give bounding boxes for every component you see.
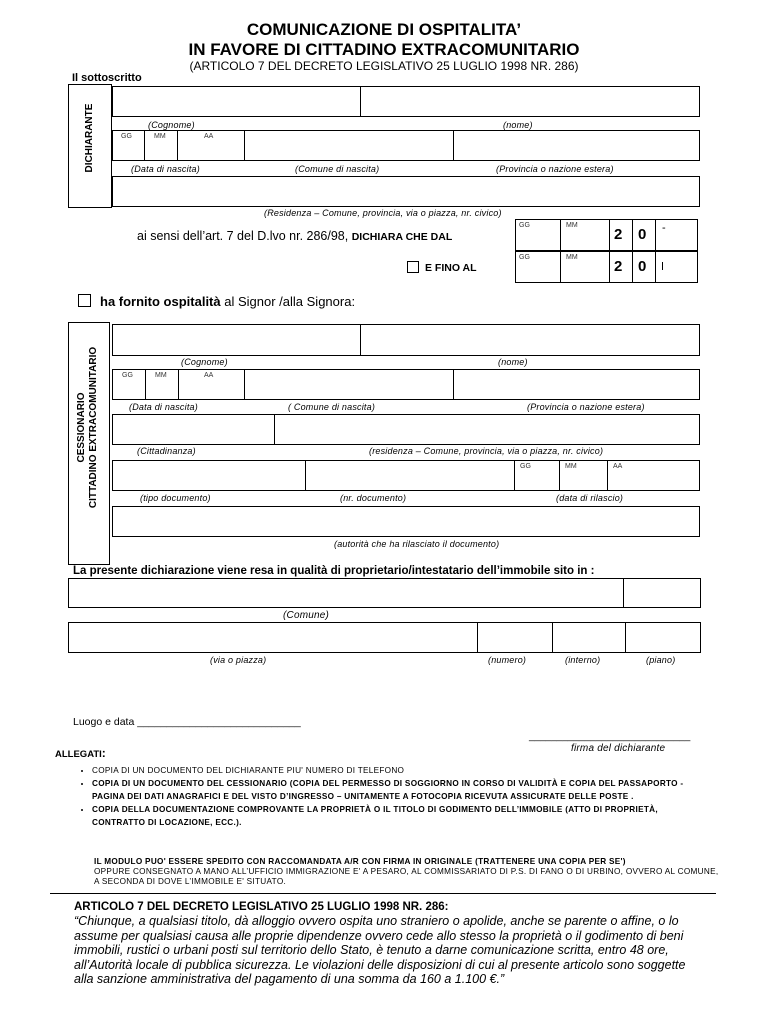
divider	[477, 622, 478, 653]
tick-mark	[662, 262, 663, 270]
divider	[305, 460, 306, 491]
allegati-item: • COPIA DELLA DOCUMENTAZIONE COMPROVANTE LA PROPRIETÀ O IL TITOLO DI GODIMENTO DELL’IMMOBILE (ATTO DI PROPRIETÀ, CONTRATTO DI LOCAZIONE, ECC.).	[92, 803, 702, 829]
year-digit: 2	[614, 258, 623, 275]
ospitalita-label: ha fornito ospitalità al Signor /alla Signora:	[100, 294, 356, 309]
form-subtitle: (ARTICOLO 7 DEL DECRETO LEGISLATIVO 25 LUGLIO 1998 NR. 286)	[189, 59, 579, 73]
caption-nr-documento: (nr. documento)	[340, 493, 407, 503]
gg-hint: GG	[519, 254, 530, 261]
section-divider	[50, 893, 716, 894]
form-title-line1: COMUNICAZIONE DI OSPITALITA’	[246, 20, 522, 39]
divider	[453, 130, 454, 161]
divider	[623, 578, 624, 608]
caption-via: (via o piazza)	[210, 655, 267, 665]
documento-field[interactable]	[112, 460, 700, 491]
data-dal-field[interactable]	[515, 219, 698, 251]
divider	[632, 219, 633, 251]
dichiarante-side-label: DICHIARANTE	[84, 103, 95, 173]
cessionario-nascita-field[interactable]	[112, 369, 700, 400]
firma-label: firma del dichiarante	[571, 743, 666, 754]
divider	[560, 219, 561, 251]
mm-hint: MM	[566, 222, 578, 229]
caption-comune: (Comune)	[283, 610, 330, 621]
aa-hint: AA	[204, 372, 214, 379]
cognome-nome-field[interactable]	[112, 86, 700, 117]
year-digit: 0	[638, 226, 647, 243]
caption-data-nascita: (Data di nascita)	[131, 164, 200, 174]
caption-tipo-documento: (tipo documento)	[140, 493, 211, 503]
divider	[632, 251, 633, 283]
divider	[360, 86, 361, 117]
caption-nome: (nome)	[498, 357, 528, 367]
form-title-line2: IN FAVORE DI CITTADINO EXTRACOMUNITARIO	[188, 40, 580, 59]
mm-hint: MM	[566, 254, 578, 261]
allegati-title: ALLEGATI:	[55, 746, 106, 760]
indirizzo-immobile-field[interactable]	[68, 622, 701, 653]
fino-al-label: E FINO AL	[425, 262, 477, 274]
nascita-field[interactable]	[112, 130, 700, 161]
ospitalita-checkbox[interactable]	[78, 294, 91, 307]
divider	[655, 251, 656, 283]
legge-text: “Chiunque, a qualsiasi titolo, dà alloggio ovvero ospita uno straniero o apolide, anche se parente o affine, o lo assume per qualsiasi causa alle proprie dipendenze ovvero cede allo stesso la proprietà o il godimento di beni immobili, rustici o urbani posti sul territorio dello Stato, è tenuto a darne comunicazione scritta, entro 48 ore, all’Autorità locale di pubblica sicurezza. Le violazioni delle disposizioni di cui al presente articolo sono soggette alla sanzione amministrativa del pagamento di una somma da 160 a 1.100 €.”	[74, 914, 686, 986]
caption-data-rilascio: (data di rilascio)	[556, 493, 624, 503]
divider	[609, 219, 610, 251]
caption-comune-nascita: ( Comune di nascita)	[288, 402, 376, 412]
divider	[144, 130, 145, 161]
caption-cognome: (Cognome)	[148, 120, 195, 130]
legge-heading: ARTICOLO 7 DEL DECRETO LEGISLATIVO 25 LUGLIO 1998 NR. 286:	[74, 901, 449, 913]
dash-mark: -	[662, 222, 666, 234]
caption-nome: (nome)	[503, 120, 533, 130]
divider	[453, 369, 454, 400]
caption-interno: (interno)	[565, 655, 601, 665]
fino-al-checkbox[interactable]	[407, 261, 419, 273]
note-consegna: OPPURE CONSEGNATO A MANO ALL’UFFICIO IMMIGRAZIONE E' A PESARO, AL COMMISSARIATO DI P.S. DI FANO O DI URBINO, OVVERO AL COMUNE, A SECONDA DI DOVE L’IMMOBILE E' SITUATO.	[94, 867, 719, 886]
cessionario-side-label: CESSIONARIO CITTADINO EXTRACOMUNITARIO	[76, 346, 99, 509]
data-al-field[interactable]	[515, 251, 698, 283]
mm-hint: MM	[154, 133, 166, 140]
divider	[514, 460, 515, 491]
gg-hint: GG	[520, 463, 531, 470]
caption-piano: (piano)	[646, 655, 676, 665]
comune-immobile-field[interactable]	[68, 578, 701, 608]
caption-provincia: (Provincia o nazione estera)	[527, 402, 645, 412]
divider	[244, 369, 245, 400]
cittadinanza-residenza-field[interactable]	[112, 414, 700, 445]
divider	[625, 622, 626, 653]
caption-numero: (numero)	[488, 655, 527, 665]
divider	[552, 622, 553, 653]
gg-hint: GG	[519, 222, 530, 229]
divider	[177, 130, 178, 161]
year-digit: 2	[614, 226, 623, 243]
divider	[145, 369, 146, 400]
cessionario-cognome-nome-field[interactable]	[112, 324, 700, 356]
divider	[178, 369, 179, 400]
aa-hint: AA	[613, 463, 623, 470]
immobile-heading: La presente dichiarazione viene resa in qualità di proprietario/intestatario dell’immobile sito in :	[73, 565, 595, 577]
note-spedizione: IL MODULO PUO' ESSERE SPEDITO CON RACCOMANDATA A/R CON FIRMA IN ORIGINALE (TRATTENERE UNA COPIA PER SE')	[94, 857, 626, 866]
caption-cognome: (Cognome)	[181, 357, 228, 367]
divider	[560, 251, 561, 283]
residenza-field[interactable]	[112, 176, 700, 207]
caption-residenza: (residenza – Comune, provincia, via o piazza, nr. civico)	[369, 446, 604, 456]
divider	[360, 324, 361, 356]
aa-hint: AA	[204, 133, 214, 140]
divider	[559, 460, 560, 491]
autorita-field[interactable]	[112, 506, 700, 537]
caption-autorita: (autorità che ha rilasciato il documento)	[334, 539, 500, 549]
divider	[655, 219, 656, 251]
gg-hint: GG	[122, 372, 133, 379]
allegati-item: • COPIA DI UN DOCUMENTO DEL CESSIONARIO (COPIA DEL PERMESSO DI SOGGIORNO IN CORSO DI VALIDITÀ E COPIA DEL PASSAPORTO - PAGINA DEI DATI ANAGRAFICI E DEL VISTO D’INGRESSO – UNITAMENTE A FOTOCOPIA RICEVUTA ASSICURATE DELLE POSTE .	[92, 777, 702, 803]
caption-provincia: (Provincia o nazione estera)	[496, 164, 614, 174]
gg-hint: GG	[121, 133, 132, 140]
divider	[609, 251, 610, 283]
luogo-data-line[interactable]: Luogo e data ____________________________	[73, 716, 301, 728]
caption-comune-nascita: (Comune di nascita)	[295, 164, 380, 174]
year-digit: 0	[638, 258, 647, 275]
sottoscritto-label: Il sottoscritto	[72, 72, 142, 84]
divider	[244, 130, 245, 161]
firma-line[interactable]: _____________________________	[529, 731, 691, 742]
mm-hint: MM	[155, 372, 167, 379]
allegati-list	[80, 764, 702, 829]
caption-data-nascita: (Data di nascita)	[129, 402, 198, 412]
caption-cittadinanza: (Cittadinanza)	[137, 446, 196, 456]
mm-hint: MM	[565, 463, 577, 470]
allegati-item: • COPIA DI UN DOCUMENTO DEL DICHIARANTE PIU' NUMERO DI TELEFONO	[92, 764, 702, 777]
divider	[274, 414, 275, 445]
periodo-text: ai sensi dell’art. 7 del D.lvo nr. 286/98, DICHIARA CHE DAL	[137, 229, 453, 243]
caption-residenza: (Residenza – Comune, provincia, via o piazza, nr. civico)	[264, 208, 502, 218]
divider	[607, 460, 608, 491]
